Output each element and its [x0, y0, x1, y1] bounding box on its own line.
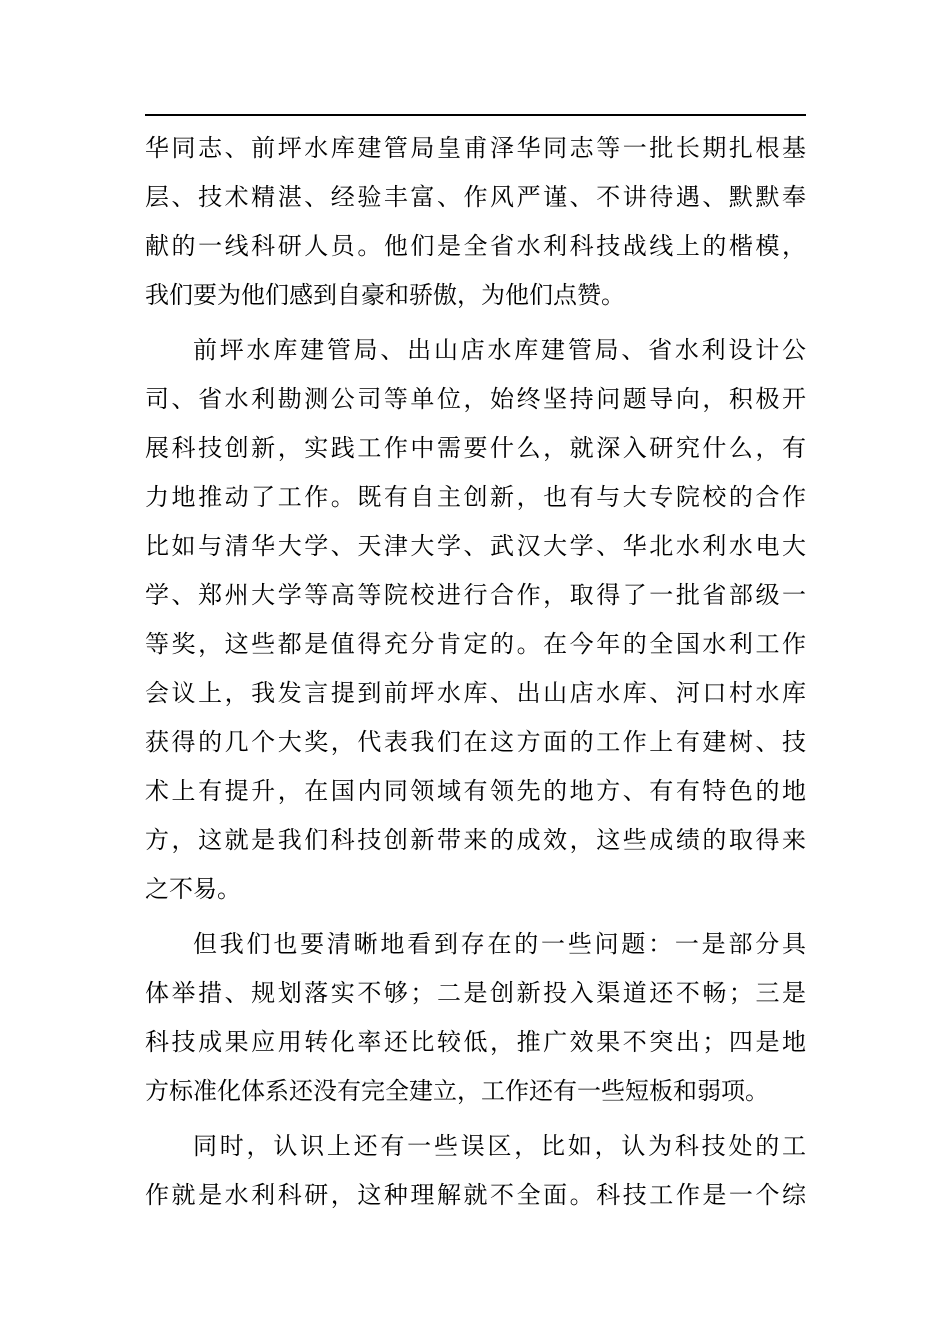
text-line: 献的一线科研人员。他们是全省水利科技战线上的楷模，	[145, 232, 806, 260]
text-line: 方标准化体系还没有完全建立，工作还有一些短板和弱项。	[145, 1077, 769, 1105]
text-line: 我们要为他们感到自豪和骄傲，为他们点赞。	[145, 281, 625, 309]
text-line: 术上有提升，在国内同领域有领先的地方、有有特色的地	[145, 777, 806, 805]
text-line: 力地推动了工作。既有自主创新，也有与大专院校的合作	[145, 483, 806, 511]
header-rule	[145, 114, 806, 116]
text-line: 展科技创新，实践工作中需要什么，就深入研究什么，有	[145, 434, 806, 462]
text-line: 司、省水利勘测公司等单位，始终坚持问题导向，积极开	[145, 385, 806, 413]
text-line: 同时，认识上还有一些误区，比如，认为科技处的工	[193, 1132, 806, 1160]
text-line: 比如与清华大学、天津大学、武汉大学、华北水利水电大	[145, 532, 806, 560]
text-line: 等奖，这些都是值得充分肯定的。在今年的全国水利工作	[145, 630, 806, 658]
text-line: 学、郑州大学等高等院校进行合作，取得了一批省部级一	[145, 581, 806, 609]
paragraph-4	[145, 1122, 806, 1220]
text-line: 层、技术精湛、经验丰富、作风严谨、不讲待遇、默默奉	[145, 183, 806, 211]
text-line: 华同志、前坪水库建管局皇甫泽华同志等一批长期扎根基	[145, 134, 806, 162]
text-line: 体举措、规划落实不够；二是创新投入渠道还不畅；三是	[145, 979, 806, 1007]
text-line: 前坪水库建管局、出山店水库建管局、省水利设计公	[193, 336, 806, 364]
text-line: 科技成果应用转化率还比较低，推广效果不突出；四是地	[145, 1028, 806, 1056]
text-line: 方，这就是我们科技创新带来的成效，这些成绩的取得来	[145, 826, 806, 854]
text-line: 之不易。	[145, 875, 241, 903]
text-line: 作就是水利科研，这种理解就不全面。科技工作是一个综	[145, 1181, 806, 1209]
text-line: 获得的几个大奖，代表我们在这方面的工作上有建树、技	[145, 728, 806, 756]
paragraph-3	[145, 920, 806, 1116]
text-line: 但我们也要清晰地看到存在的一些问题：一是部分具	[193, 930, 806, 958]
body-text	[145, 124, 806, 1220]
text-line: 会议上，我发言提到前坪水库、出山店水库、河口村水库	[145, 679, 806, 707]
paragraph-2	[145, 326, 806, 914]
paragraph-1	[145, 124, 806, 320]
